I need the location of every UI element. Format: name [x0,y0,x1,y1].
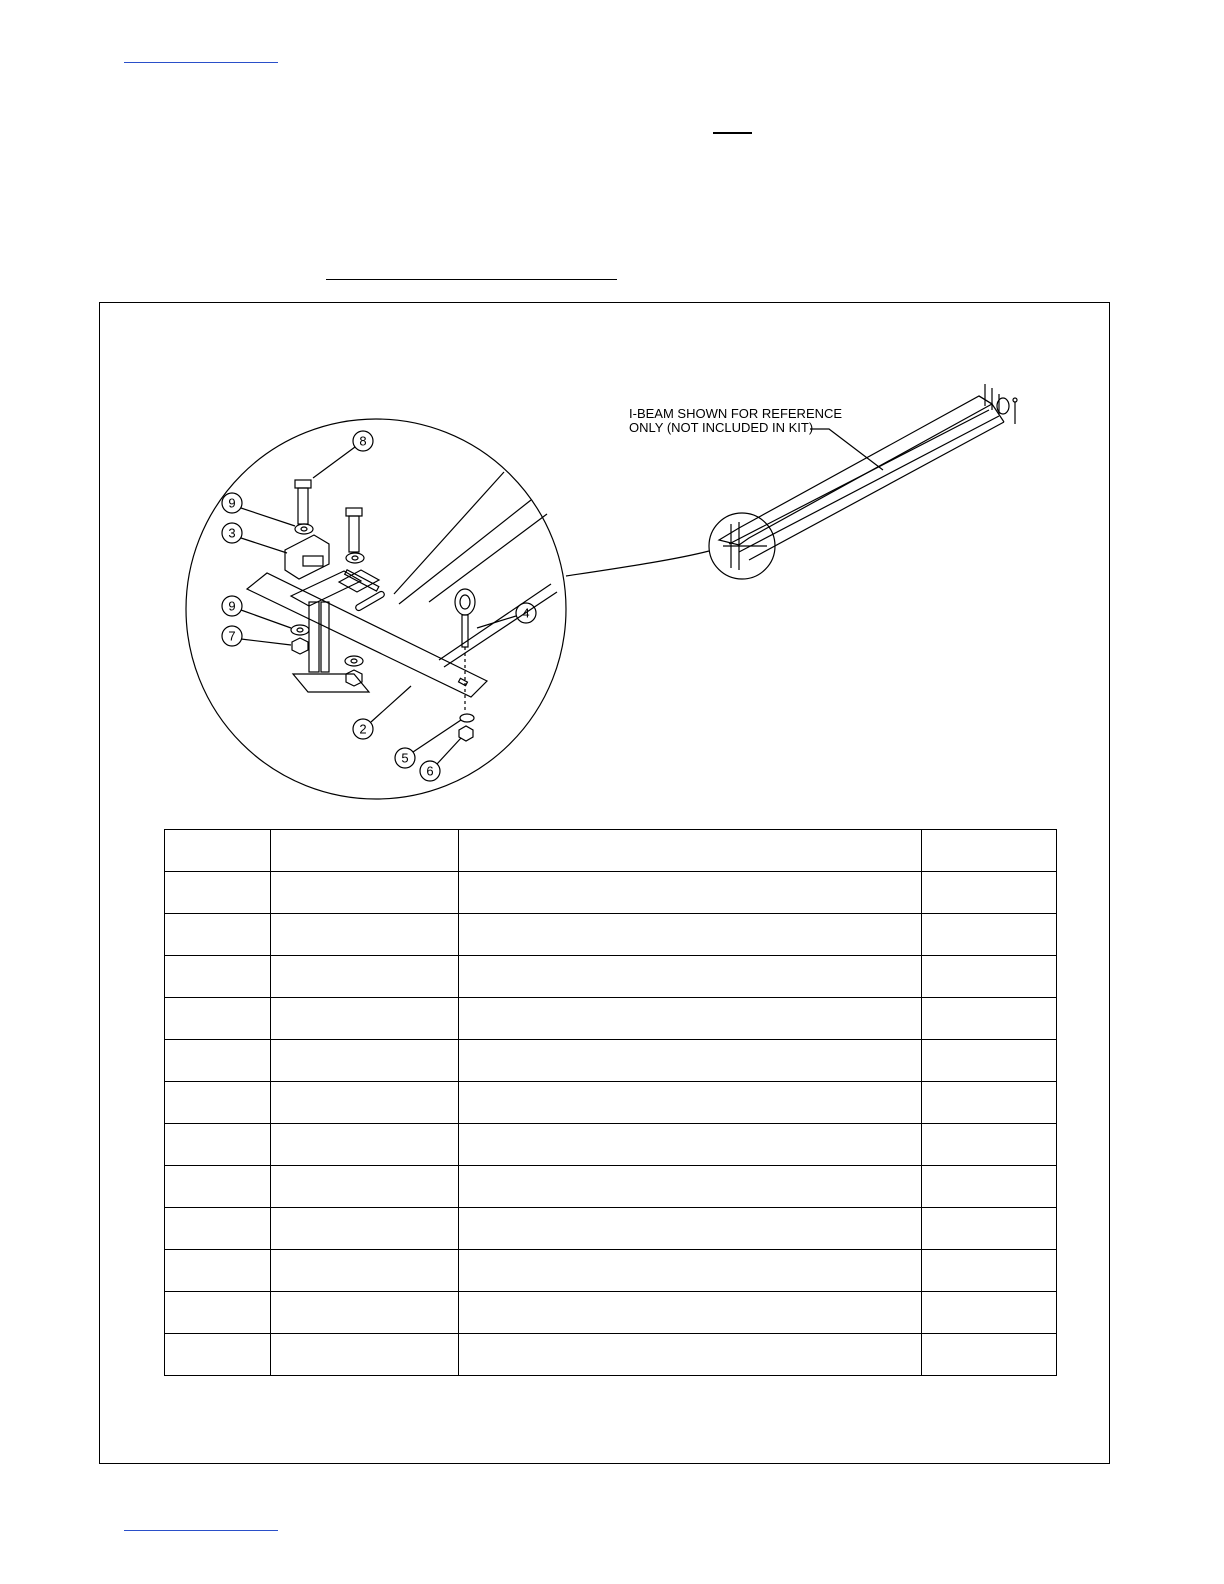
table-cell [922,830,1057,872]
table-cell [165,872,271,914]
table-cell [165,1082,271,1124]
table-cell [271,872,459,914]
table-cell [271,1124,459,1166]
table-row [165,830,1057,872]
table-cell [922,1208,1057,1250]
table-row [165,1124,1057,1166]
table-cell [271,956,459,998]
balloon-8: 8 [359,433,367,449]
table-cell [922,1040,1057,1082]
table-cell [459,1124,922,1166]
table-cell [922,1082,1057,1124]
table-row [165,1292,1057,1334]
table-cell [922,1166,1057,1208]
table-cell [459,1292,922,1334]
table-cell [922,914,1057,956]
section-underline [326,279,617,280]
table-row [165,1166,1057,1208]
table-cell [271,1082,459,1124]
table-cell [459,914,922,956]
table-cell [922,1250,1057,1292]
balloon-5: 5 [401,750,409,766]
balloon-4: 4 [522,605,530,621]
table-row [165,872,1057,914]
table-cell [459,1208,922,1250]
table-cell [271,998,459,1040]
table-cell [459,1082,922,1124]
table-cell [165,1292,271,1334]
table-row [165,914,1057,956]
balloon-9-lower: 9 [228,598,236,614]
header-rule [124,62,278,63]
table-row [165,1040,1057,1082]
part-8-bolt-head [295,480,311,488]
part-9-washer [295,524,313,534]
table-cell [165,956,271,998]
table-cell [271,1334,459,1376]
table-cell [459,956,922,998]
part-7-nut [292,638,308,654]
table-cell [271,1250,459,1292]
table-cell [165,1250,271,1292]
detail-circle [186,419,566,799]
table-cell [459,998,922,1040]
balloon-9-upper: 9 [228,495,236,511]
table-cell [165,830,271,872]
table-cell [922,956,1057,998]
table-row [165,956,1057,998]
parts-list-table [164,829,1057,1376]
table-cell [165,998,271,1040]
table-cell [459,1334,922,1376]
reference-note-line-1: I-BEAM SHOWN FOR REFERENCE [629,406,843,421]
table-cell [271,1292,459,1334]
table-cell [271,914,459,956]
table-cell [165,1166,271,1208]
table-cell [165,1334,271,1376]
table-cell [922,872,1057,914]
table-cell [165,1124,271,1166]
balloon-2: 2 [359,721,367,737]
part-3-clamp [285,535,329,579]
title-underline [713,132,752,134]
footer-rule [124,1530,278,1531]
table-cell [922,1334,1057,1376]
table-cell [165,1208,271,1250]
table-cell [271,830,459,872]
table-cell [271,1166,459,1208]
reference-note-line-2: ONLY (NOT INCLUDED IN KIT) [629,420,814,435]
table-cell [922,1292,1057,1334]
table-row [165,1250,1057,1292]
assembly-drawing [99,302,1110,822]
part-4-eyebolt [455,589,475,615]
table-cell [271,1208,459,1250]
table-cell [459,830,922,872]
table-cell [922,1124,1057,1166]
table-cell [459,1166,922,1208]
table-row [165,1208,1057,1250]
balloon-3: 3 [228,525,236,541]
table-cell [922,998,1057,1040]
table-row [165,1334,1057,1376]
table-cell [459,1250,922,1292]
balloon-7: 7 [228,628,236,644]
balloon-6: 6 [426,763,434,779]
table-cell [165,914,271,956]
table-row [165,1082,1057,1124]
table-cell [271,1040,459,1082]
table-cell [459,1040,922,1082]
part-5-washer [460,714,474,722]
table-cell [165,1040,271,1082]
part-2-bar [247,573,487,697]
table-row [165,998,1057,1040]
table-cell [459,872,922,914]
